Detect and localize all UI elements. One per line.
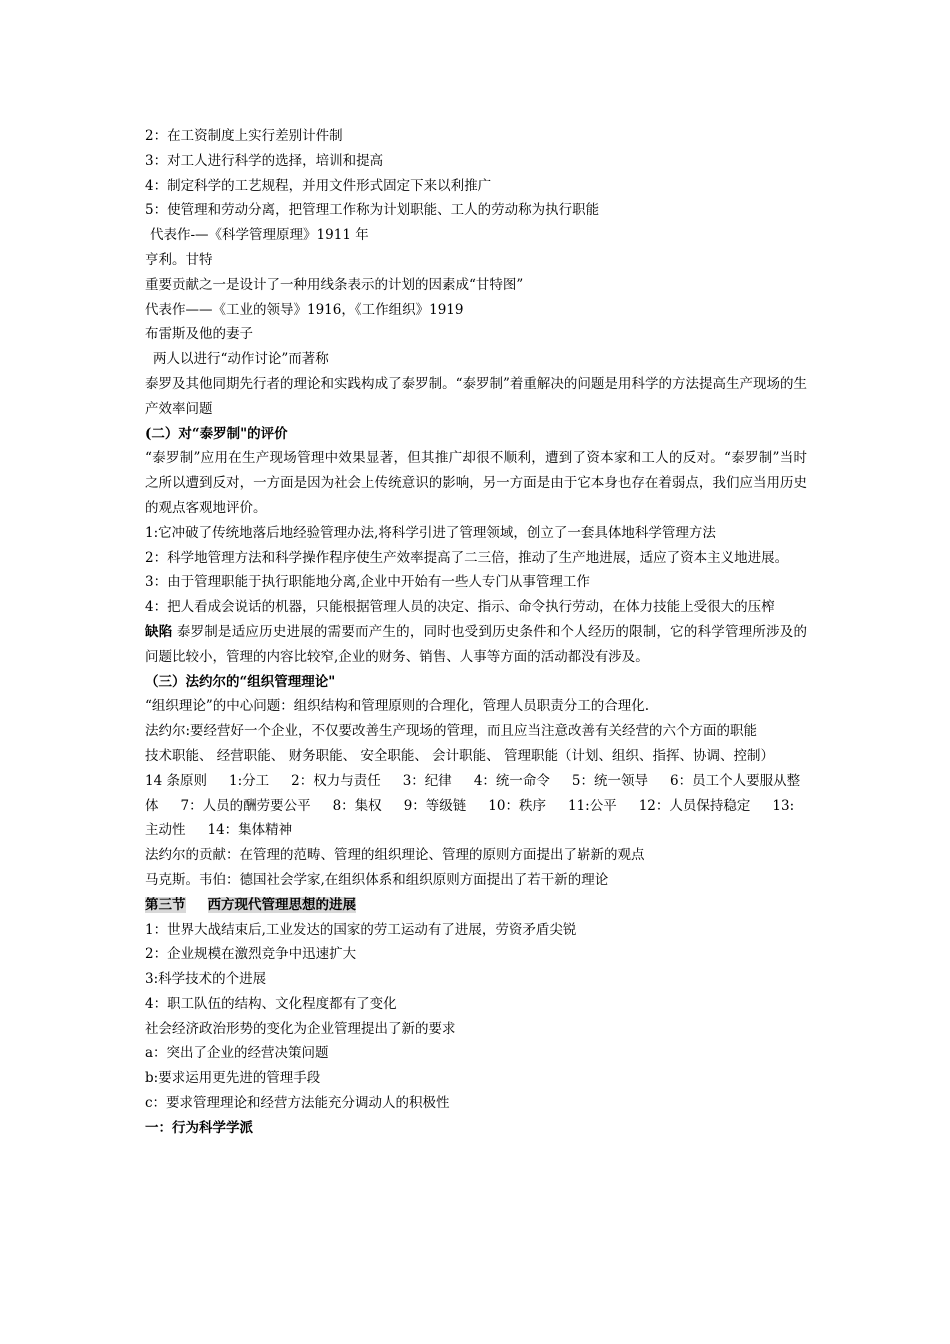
text-line: 重要贡献之一是设计了一种用线条表示的计划的因素成“甘特图” xyxy=(145,276,524,293)
defect-text: 泰罗制是适应历史进展的需要而产生的，同时也受到历史条件和个人经历的限制，它的科学管理所涉及的问题比较小，管理的内容比较窄,企业的财务、销售、人事等方面的活动都没有涉及。 xyxy=(145,623,807,665)
text-line: 3：对工人进行科学的选择，培训和提高 xyxy=(145,152,384,169)
text-line: 3:科学技术的个进展 xyxy=(145,971,267,988)
text-line: 2：企业规模在激烈竞争中迅速扩大 xyxy=(145,946,357,963)
paragraph: 2：科学地管理方法和科学操作程序使生产效率提高了二三倍，推动了生产地进展，适应了资本主义地进展。 xyxy=(145,549,789,566)
text-line: 1：世界大战结束后,工业发达的国家的劳工运动有了进展，劳资矛盾尖锐 xyxy=(145,921,577,938)
principle-item: 12：人员保持稳定 xyxy=(638,797,751,814)
text-line: 代表作-—《科学管理原理》1911 年 xyxy=(150,227,369,244)
document-body xyxy=(145,124,807,1141)
text-line: 5：使管理和劳动分离，把管理工作称为计划职能、工人的劳动称为执行职能 xyxy=(145,202,600,219)
text-line: 马克斯。韦伯：德国社会学家,在组织体系和组织原则方面提出了若干新的理论 xyxy=(145,871,609,888)
text-line: 亨利。甘特 xyxy=(145,251,213,268)
principle-item: 6：员工个人要服从整体 xyxy=(145,772,801,814)
principle-item: 2：权力与责任 xyxy=(291,772,381,789)
subsection-heading: 一：行为科学学派 xyxy=(145,1119,253,1136)
principle-item: 4：统一命令 xyxy=(473,772,550,789)
text-line: 社会经济政治形势的变化为企业管理提出了新的要求 xyxy=(145,1020,456,1037)
principle-item: 10：秩序 xyxy=(488,797,546,814)
text-line: 3：由于管理职能于执行职能地分离,企业中开始有一些人专门从事管理工作 xyxy=(145,574,590,591)
text-line: 布雷斯及他的妻子 xyxy=(145,326,253,343)
paragraph: 技术职能、 经营职能、 财务职能、 安全职能、 会计职能、 管理职能（计划、组织、指挥、协调、控制） xyxy=(145,747,774,764)
paragraph: 泰罗及其他同期先行者的理论和实践构成了泰罗制。“泰罗制”着重解决的问题是用科学的方法提高生产现场的生产效率问题 xyxy=(145,375,807,417)
principle-item: 3：纪律 xyxy=(402,772,452,789)
defect-paragraph xyxy=(145,620,807,670)
paragraph: 4：把人看成会说话的机器，只能根据管理人员的决定、指示、命令执行劳动，在体力技能上受很大的压榨 xyxy=(145,599,775,616)
text-line: b:要求运用更先进的管理手段 xyxy=(145,1070,321,1087)
text-line: a：突出了企业的经营决策问题 xyxy=(145,1045,329,1062)
text-line: 2：在工资制度上实行差别计件制 xyxy=(145,128,343,144)
text-line: “组织理论”的中心问题：组织结构和管理原则的合理化，管理人员职责分工的合理化. xyxy=(145,698,650,715)
text-line: 法约尔的贡献：在管理的范畴、管理的组织理论、管理的原则方面提出了崭新的观点 xyxy=(145,847,645,864)
subsection-heading: （三）法约尔的“组织管理理论" xyxy=(145,673,336,690)
defect-label: 缺陷 xyxy=(145,623,173,640)
text-line: 代表作——《工业的领导》1916，《工作组织》1919 xyxy=(145,301,464,318)
text-line: 1:它冲破了传统地落后地经验管理办法,将科学引进了管理领域，创立了一套具体地科学管理方法 xyxy=(145,524,716,541)
principle-item: 5：统一领导 xyxy=(571,772,648,789)
text-line: c：要求管理理论和经营方法能充分调动人的积极性 xyxy=(145,1095,450,1112)
text-line: 法约尔:要经营好一个企业，不仅要改善生产现场的管理，而且应当注意改善有关经营的六个方面的职能 xyxy=(145,723,758,740)
subsection-heading: (二）对“泰罗制"的评价 xyxy=(145,425,288,442)
principle-item: 11:公平 xyxy=(567,797,617,814)
text-line: 4：制定科学的工艺规程，并用文件形式固定下来以利推广 xyxy=(145,177,492,194)
section-number: 第三节 xyxy=(145,896,186,913)
principle-item: 8：集权 xyxy=(332,797,382,814)
section-title: 西方现代管理思想的进展 xyxy=(207,896,356,913)
text-line: 两人以进行“动作讨论”而著称 xyxy=(153,351,329,368)
principle-item: 1:分工 xyxy=(228,772,270,789)
section-heading xyxy=(145,893,807,918)
principle-item: 13:主动性 xyxy=(145,797,795,839)
text-line: 4：职工队伍的结构、文化程度都有了变化 xyxy=(145,995,397,1012)
principle-item: 7：人员的酬劳要公平 xyxy=(180,797,311,814)
principles-label: 14 条原则 xyxy=(145,772,207,789)
principles-list xyxy=(145,769,807,843)
paragraph: “泰罗制”应用在生产现场管理中效果显著，但其推广却很不顺利，遭到了资本家和工人的反对。“泰罗制”当时之所以遭到反对，一方面是因为社会上传统意识的影响，另一方面是由于它本身也存在着弱点，我们应当用历史的观点客观地评价。 xyxy=(145,450,807,516)
principle-item: 14：集体精神 xyxy=(207,822,293,839)
principle-item: 9：等级链 xyxy=(403,797,467,814)
